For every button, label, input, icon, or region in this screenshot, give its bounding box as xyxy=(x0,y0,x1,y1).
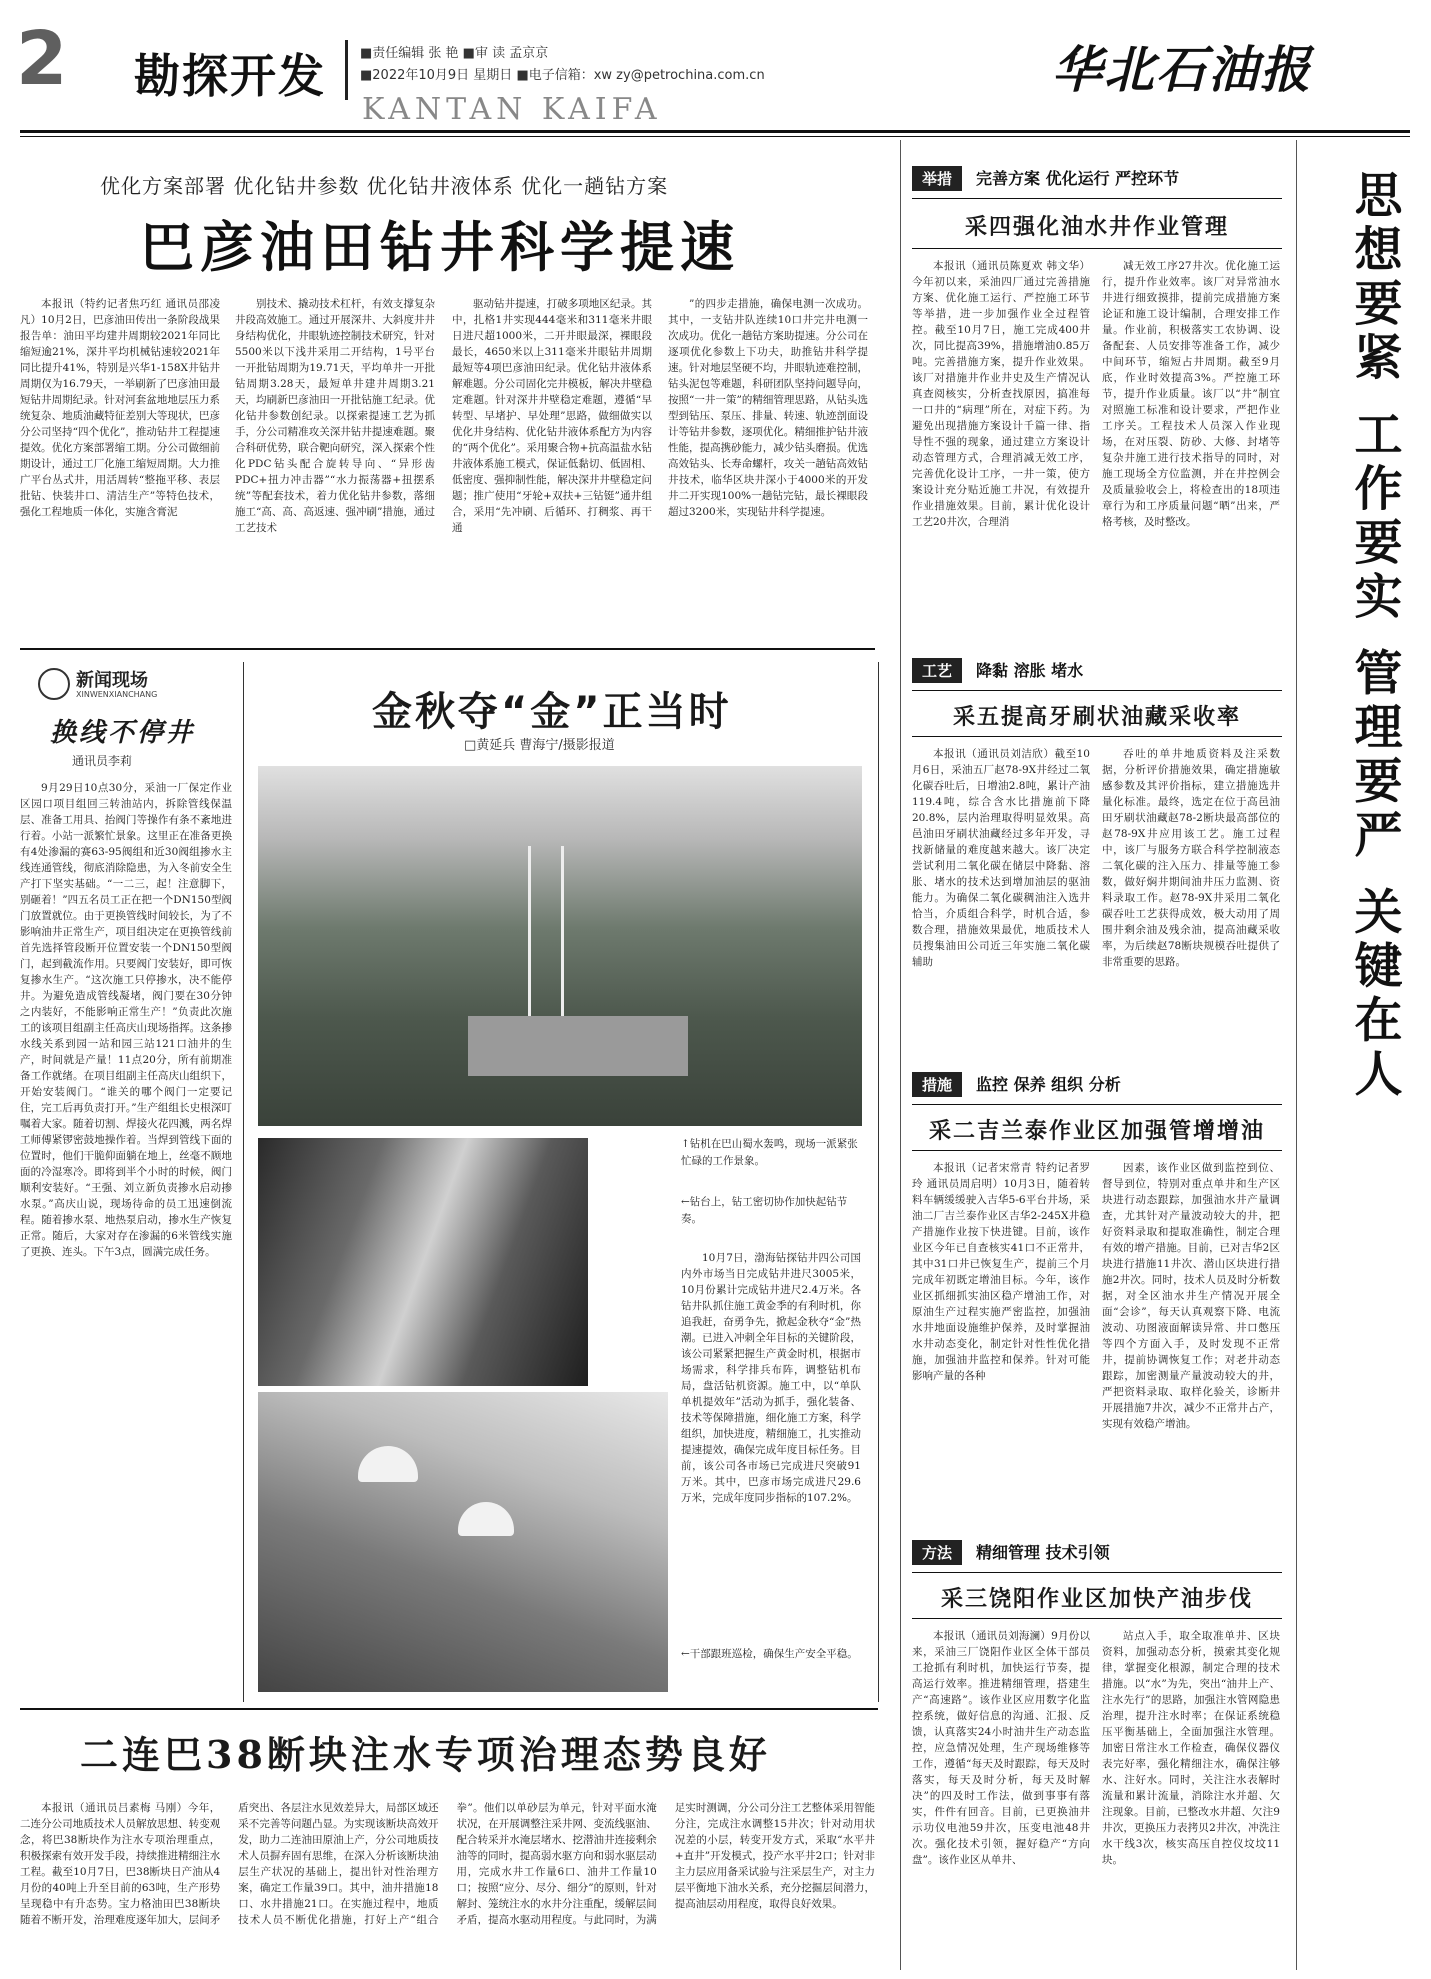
section-1-header xyxy=(912,160,1282,191)
masthead xyxy=(0,0,1431,130)
photo-drill-floor xyxy=(258,1138,588,1386)
right-section-2 xyxy=(912,652,1282,1072)
right-section-3 xyxy=(912,1066,1282,1536)
photo-drilling-rig xyxy=(258,766,862,1126)
news-spot-body: 9月29日10点30分，采油一厂保定作业区园口项目组回三转油站内，拆除管线保温层、准备工用具、抬阀门等操作有条不紊地进行着。小站一派繁忙景象。这里正在准备更换有4处渗漏的赛63-95阀组和近30阀组掺水主线连通管线，彻底消除隐患，为入冬前安全生产打下坚实基础。“一二三，起！注意脚下，别砸着！”四五名员工正在把一个DN150型阀门放置就位。由于更换管线时间较长，为了不影响油井正常生产，项目组决定在更换管线前首先选择管段断开位置安装一个DN150型阀门，起到截流作用。只要阀门安装好，即可恢复掺水生产。“这次施工只停掺水，决不能停井。为避免造成管线凝堵，阀门要在30分钟之内装好，不能影响正常生产！”负责此次施工的该项目组副主任高庆山现场指挥。这条掺水线关系到园一站和园三站121口油井的生产，时间就是产量！11点20分，所有前期准备工作就绪。在项目组副主任高庆山组织下，开始安装阀门。“谁关的哪个阀门一定要记住，完工后再负责打开。”生产组组长史根深叮嘱着大家。随着切割、焊接火花四溅，两名焊工师傅紧锣密鼓地操作着。当焊到管线下面的位置时，他们干脆仰面躺在地上，丝毫不顾地面的冷湿寒冷。即将到半个小时的时候，阀门顺利安装好。“王强、刘立新负责掺水启动掺水泵。”高庆山说，现场待命的员工迅速倒流程。随着掺水泵、地热泵启动，掺水生产恢复正常。随后，大家对存在渗漏的6米管线实施了更换、连头。下午3点，圆满完成任务。 xyxy=(20,782,232,1258)
photo-feature-divider xyxy=(878,662,879,1702)
section-3-col-a: 本报讯（记者宋常青 特约记者罗玲 通讯员周启明）10月3日，随着转料车辆缓缓驶入吉华5-6平台井场，采油二厂吉兰泰作业区吉华2-245X井稳产措施作业按下快进键。目前，该作业区今年已自查核实41口不正常井，其中31口井已恢复生产，提前三个月完成年初既定增油目标。今年，该作业区抓细抓实油区稳产增油工作，对原油生产过程实施严密监控，加强油水井地面设施维护保养，及时掌握油水井动态变化，制定针对性性优化措施，加强油井监控和保养。针对可能影响产量的各种 xyxy=(912,1162,1090,1382)
photo-caption-1: ↑钻机在巴山蜀水轰鸣，现场一派紧张忙碌的工作景象。 xyxy=(681,1138,858,1167)
right-column-divider xyxy=(900,140,901,1970)
photo-inspection xyxy=(258,1392,668,1692)
section-4-heading: 精细管理 技术引领 xyxy=(976,1543,1110,1562)
lead-column-1: 本报讯（特约记者焦巧红 通讯员邵凌凡）10月2日，巴彦油田传出一条阶段战果报告单：油田平均建井周期较2021年同比缩短逾21%，深井平均机械钻速较2021年同比提升41%，特别是兴华1-158X井钻井周期仅为16.79天，一举刷新了巴彦油田最短钻井周期纪录。针对河套盆地地层压力系统复杂、地质油藏特征差别大等现状，巴彦分公司坚持“四个优化”，推动钻井工程提速提效。优化方案部署缩工期。分公司做细前期设计，通过工厂化施工缩短周期。大力推广平台丛式井，用活周转“整拖平移、表层批钻、快装井口、清洁生产”等特色技术，强化工程地质一体化，实施含膏泥 xyxy=(20,298,220,518)
lead-headline: 巴彦油田钻井科学提速 xyxy=(140,216,740,279)
news-spot-byline: 通讯员李莉 xyxy=(72,754,133,768)
section-1-title: 采四强化油水井作业管理 xyxy=(964,214,1229,240)
news-spot-divider xyxy=(243,662,244,1702)
section-2-tag: 工艺 xyxy=(912,658,962,683)
section-title: 勘探开发 xyxy=(134,49,326,103)
section-2-rule-2 xyxy=(912,736,1282,737)
news-spot-label-pinyin: XINWENXIANCHANG xyxy=(76,690,158,699)
photo-feature-byline: □黄延兵 曹海宁/摄影报道 xyxy=(464,738,615,753)
worker-helmet-1 xyxy=(358,1446,418,1482)
section-4-rule-2 xyxy=(912,1618,1282,1619)
news-spot xyxy=(20,662,240,1702)
section-2-heading: 降黏 溶胀 堵水 xyxy=(976,661,1084,680)
bottom-headline: 二连巴38断块注水专项治理态势良好 xyxy=(80,1732,771,1777)
section-4-title: 采三饶阳作业区加快产油步伐 xyxy=(940,1586,1253,1612)
lead-kicker: 优化方案部署 优化钻井参数 优化钻井液体系 优化一趟钻方案 xyxy=(100,174,669,198)
bottom-body: 本报讯（通讯员吕素梅 马刚）今年，二连分公司地质技术人员解放思想、转变观念，将巴38断块作为注水专项治理重点，积极探索有效开发手段，持续推进精细注水工程。截至10月7日，巴38断块日产油从4月份的40吨上升至目前的63吨，生产形势呈现稳中有升态势。宝力格油田巴38断块随着不断开发，治理难度逐年加大，层间矛盾突出、各层注水见效差异大，局部区域还采不完善等问题凸显。为实现该断块高效开发，助力二连油田原油上产，分公司地质技术人员摒弃固有思维，在深入分析该断块油层生产状况的基础上，提出针对性治理方案，确定工作量39口。其中，油井措施18口、水井措施21口。在实施过程中，地质技术人员不断优化措施，打好上产“组合拳”。他们以单砂层为单元，针对平面水淹状况，在开展调整注采井网、变流线驱油、配合转采并水淹层堵水、挖潜油井连接剩余油等的同时，提高弱水驱方向和弱水驱层动用，完成水井工作量6口、油井工作量10口；按照“应分、尽分、细分”的原则，针对解封、笼统注水的水井分注重配，缓解层间矛盾，提高水驱动用程度。与此同时，为满足实时测调，分公司分注工艺整体采用智能分注，完成注水调整15井次；针对动用状况差的小层，转变开发方式，采取“水平井+直井”开发模式，投产水平井2口；针对非主力层应用备采试验与注采层生产，对主力层平衡地下油水关系，充分挖掘层间潜力，提高油层动用程度，取得良好效果。 xyxy=(20,1802,875,1926)
news-spot-label: 新闻现场 xyxy=(76,670,148,691)
page-number: 2 xyxy=(16,16,68,102)
photo-feature xyxy=(254,662,872,1702)
section-1-tag: 举措 xyxy=(912,166,962,191)
masthead-rule-thin xyxy=(20,136,1410,137)
lead-column-4: ”的四步走措施，确保电测一次成功。其中，一支钻井队连续10口井完井电测一次成功。优化一趟钻方案助提速。分公司在逐项优化参数上下功夫，助推钻井科学提速。针对地层坚硬不均，井眼轨迹难控制，钻头泥包等难题，科研团队坚持问题导向，按照“一井一策”的精细管理思路，从钻头选型到钻压、泵压、排量、转速、轨迹剖面设计等钻井参数，逐项优化。精细推护钻井液性能，提高携砂能力，减少钻头磨损。优选高效钻头、长寿命螺杆，攻关一趟钻高效钻井技术，临华区块井深小于4000米的开发井二开实现100%一趟钻完钻，最长裸眼段超过3200米，实现钻井科学提速。 xyxy=(668,298,868,518)
section-3-heading: 监控 保养 组织 分析 xyxy=(976,1075,1121,1094)
news-spot-title: 换线不停井 xyxy=(50,718,196,748)
masthead-rule xyxy=(20,130,1410,133)
section-1-heading: 完善方案 优化运行 严控环节 xyxy=(976,169,1180,188)
photo-feature-body: 10月7日，渤海钻探钻井四公司国内外市场当日完成钻井进尺3005米，10月份累计完成钻井进尺2.4万米。各钻井队抓住施工黄金季的有利时机，你追我赶，奋勇争先，掀起金秋夺“金”热潮。已进入冲刺全年目标的关键阶段，该公司紧紧把握生产黄金时机，根据市场需求，科学排兵布阵，调整钻机布局，盘活钻机资源。施工中，以“单队单机提效年”活动为抓手，强化装备、技术等保障措施，细化施工方案，科学组织，加快进度，精细施工，扎实推动提速提效，确保完成年度目标任务。目前，该公司各市场已完成进尺突破91万米。其中，巴彦市场完成进尺29.6万米，完成年度同步指标的107.2%。 xyxy=(681,1252,861,1504)
section-4-rule xyxy=(912,1572,1282,1573)
section-3-header xyxy=(912,1066,1282,1097)
section-1-rule xyxy=(912,198,1282,199)
section-2-rule xyxy=(912,690,1282,691)
lead-bottom-rule xyxy=(20,648,875,650)
photo-feature-headline: 金秋夺“金”正当时 xyxy=(372,689,732,735)
editor-line: ■责任编辑 张 艳 ■审 读 孟京京 xyxy=(360,46,549,61)
right-section-1 xyxy=(912,160,1282,620)
lead-column-3: 驱动钻井提速，打破多项地区纪录。其中，扎格1井实现444毫米和311毫米井眼日进尺超1000米，二开井眼最深，裸眼段最长，4650米以上311毫米井眼钻井周期最短等4项巴彦油田纪录。优化钻井液体系解难题。分公司固化完井模板，解决井壁稳定难题。针对深井井壁稳定难题，遵循“早转型、早堵护、早处理”思路，做细做实以优化井身结构、优化钻井液体系配方为内容的“两个优化”。采用聚合物+抗高温盐水钻井液体系施工模式，保证低黏切、低固相、低密度、强抑制性能，解决深井井壁稳定问题；推广使用“牙轮+双扶+三钻铤”通井组合，采用“先冲刷、后循环、打稠浆、再干通 xyxy=(452,298,652,534)
worker-helmet-2 xyxy=(458,1502,514,1536)
section-2-col-a: 本报讯（通讯员刘洁欣）截至10月6日，采油五厂赵78-9X井经过二氧化碳吞吐后，日增油2.8吨，累计产油119.4吨，综合含水比措施前下降20.8%，层内治理取得明显效果。高邑油田牙刷状油藏经过多年开发，寻找新储量的难度越来越大。该厂决定尝试利用二氧化碳在储层中降黏、溶胀、堵水的技术达到增加油层的驱油能力。为确保二氧化碳稠油注入选井恰当，介质组合科学，时机合适，参数合理，措施效果最优，地质技术人员搜集油田公司近三年实施二氧化碳辅助 xyxy=(912,748,1090,968)
paper-name: 华北石油报 xyxy=(1052,40,1312,99)
section-3-rule xyxy=(912,1104,1282,1105)
section-1-rule-2 xyxy=(912,248,1282,249)
news-spot-logo xyxy=(38,668,70,700)
photo-caption-3: ←干部跟班巡检，确保生产安全平稳。 xyxy=(681,1648,858,1660)
right-section-4 xyxy=(912,1534,1282,1974)
section-2-col-b: 吞吐的单井地质资料及注采数据，分析评价措施效果，确定措施敏感参数及其评价指标，建立措施选井量化标准。最终，选定在位于高邑油田牙刷状油藏赵78-2断块最高部位的赵78-9X井应用该工艺。施工过程中，该厂与服务方联合科学控制液态二氧化碳的注入压力、排量等施工参数，做好焖井期间油井压力监测、资料录取工作。赵78-9X井采用二氧化碳吞吐工艺获得成效，极大动用了周围井剩余油及残余油，提高油藏采收率，为后续赵78断块规模吞吐提供了非常重要的思路。 xyxy=(1102,748,1280,968)
bottom-top-rule xyxy=(20,1708,878,1710)
slogan-divider xyxy=(1296,140,1297,1970)
section-4-tag: 方法 xyxy=(912,1540,962,1565)
lead-column-2: 别技术、撬动技术杠杆，有效支撑复杂井段高效施工。通过开展深井、大斜度井井身结构优化，井眼轨迹控制技术研究，针对5500米以下浅井采用二开结构，1号平台一开批钻周期为19.71天，平均单井一开批钻周期3.28天，最短单井建井周期3.21天，均刷新巴彦油田一开批钻施工纪录。优化钻井参数创纪录。以探索提速工艺为抓手，分公司精准攻关深井钻井提速难题。聚合科研优势，联合靶向研究，深入探索个性化PDC钻头配合旋转导向、“异形齿PDC+扭力冲击器”“水力振荡器+扭摆系统”等配套技术，着力优化钻井参数，落细施工“高、高、高返速、强冲刷”措施，通过工艺技术 xyxy=(235,298,435,534)
date-line: ■2022年10月9日 星期日 ■电子信箱：xw zy@petrochina.com.cn xyxy=(360,68,765,83)
section-3-title: 采二吉兰泰作业区加强管增增油 xyxy=(928,1118,1265,1144)
photo-caption-2: ←钻台上，钻工密切协作加快起钻节奏。 xyxy=(681,1196,848,1225)
section-2-title: 采五提高牙刷状油藏采收率 xyxy=(952,704,1241,730)
section-2-header xyxy=(912,652,1282,683)
rig-pad xyxy=(468,1016,688,1076)
vertical-slogan: 思想要紧 工作要实 管理要严 关键在人 xyxy=(1346,170,1402,1103)
section-pinyin: KANTAN KAIFA xyxy=(362,92,662,127)
section-3-rule-2 xyxy=(912,1150,1282,1151)
masthead-rule-vertical xyxy=(345,40,348,100)
section-3-col-b: 因素，该作业区做到监控到位、督导到位，特别对重点单井和生产区块进行动态跟踪，加强油水井产量调查，尤其针对产量波动较大的井，把好资料录取和提取准确性，制定合理有效的增产措施。目前，已对吉华2区块进行措施11井次、潜山区块进行措施2井次。同时，技术人员及时分析数据，对全区油水井生产情况开展全面“会诊”，每天认真观察下降、电流波动、功图液面解读异常、井口憋压等四个方面入手，及时发现不正常井，提前协调恢复工作；对老井动态跟踪，加密测量产量波动较大的井，严把资料录取、取样化验关，诊断井开展措施7井次，减少不正常井占产，实现有效稳产增油。 xyxy=(1102,1162,1280,1430)
section-3-tag: 措施 xyxy=(912,1072,962,1097)
section-4-col-b: 站点入手，取全取准单井、区块资料，加强动态分析，摸索其变化规律，掌握变化根源，制定合理的技术措施。以“水”为先，突出“油井上产、注水先行”的思路，加强注水管网隐患治理，提升注水时率；在保证系统稳压平衡基础上，全面加强注水管理。加密日常注水工作检查，确保仪器仪表完好率，强化精细注水，确保注够水、注好水。同时，关注注水表解时流量和累计流量，消除注水并超、欠注现象。目前，已整改水井超、欠注9井次，更换压力表拷贝2井次，冲洗注水干线3次，核实高压自控仪坟坟11块。 xyxy=(1102,1630,1280,1866)
section-1-col-b: 减无效工序27井次。优化施工运行，提升作业效率。该厂对异常油水井进行细致摸排，提前完成措施方案论证和施工设计编制，合理安排工作量。作业前，积极落实工农协调、设备配套、人员安排等准备工作，减少中间环节，缩短占井周期。截至9月底，作业时效提高3%。严控施工环节，提升作业质量。该厂以“井”制宜对照施工标准和设计要求，严把作业工序关。工程技术人员深入作业现场，在对压裂、防砂、大修、封堵等复杂井施工进行技术指导的同时，对施工现场全方位监测，并在井控例会及质量验收会上，将检查出的18项违章行为和工序质量问题“晒”出来，严格考核，及时整改。 xyxy=(1102,260,1280,528)
section-4-header xyxy=(912,1534,1282,1565)
section-1-col-a: 本报讯（通讯员陈夏欢 韩文华）今年初以来，采油四厂通过完善措施方案、优化施工运行、严控施工环节等举措，进一步加强作业全过程管控。截至10月7日，施工完成400井次，同比提高39%，措施增油0.85万吨。完善措施方案，提升作业效果。该厂对措施井作业井史及生产情况认真查阅核实，分析查找原因，搞准每一口井的“病理”所在，对症下药。为避免出现措施方案设计千篇一律、指导性不强的现象，通过建立方案设计动态管理方式，合理消减无效工序，完善优化设计工序，一井一策，使方案设计充分贴近施工井况，有效提升作业措施效果。目前，累计优化设计工艺20井次，合理消 xyxy=(912,260,1090,528)
section-4-col-a: 本报讯（通讯员刘海澜）9月份以来，采油三厂饶阳作业区全体干部员工抢抓有利时机，加快运行节奏，提高运行效率。推进精细管理，搭建生产“高速路”。该作业区应用数字化监控系统，做好信息的沟通、汇报、反馈，认真落实24小时油井生产动态监控，应急情况处理，生产现场维修等工作，遵循“每天及时跟踪，每天及时落实，每天及时分析，每天及时解决”的四及时工作法，做到事事有落实，件件有回音。目前，已更换油井示功仪电池59井次，压变电池48井次。强化技术引领，握好稳产“方向盘”。该作业区从单井、 xyxy=(912,1630,1090,1866)
